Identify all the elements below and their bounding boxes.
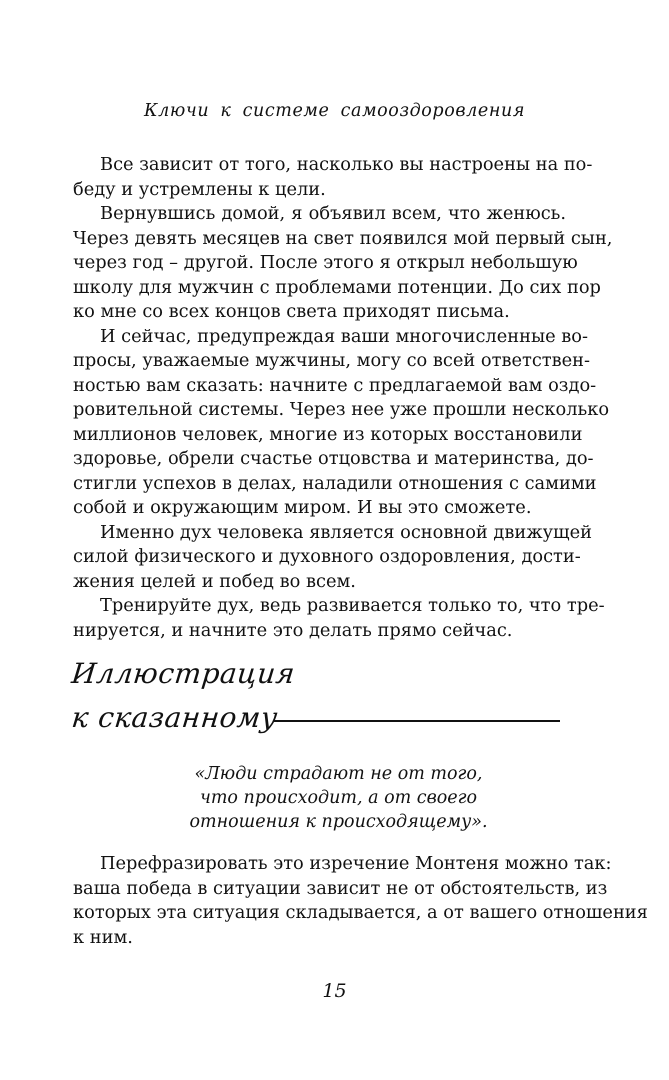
epigraph-quote [0, 762, 669, 834]
text-line: ко мне со всех концов света приходят письма. [73, 301, 510, 322]
text-line: Тренируйте дух, ведь развивается только то, что тре- [100, 595, 605, 616]
closing-paragraph [73, 852, 648, 950]
text-line: Именно дух человека является основной движущей [100, 521, 592, 543]
text-line: здоровье, обрели счастье отцовства и материнства, до- [73, 448, 594, 469]
running-head: Ключи к системе самооздоровления [143, 101, 526, 121]
text-line: ностью вам сказать: начните с предлагаемой вам оздо- [73, 374, 597, 396]
text-line: просы, уважаемые мужчины, могу со всей ответствен- [73, 350, 591, 371]
text-line: ваша победа в ситуации зависит не от обстоятельств, из [73, 877, 608, 899]
main-text [73, 153, 613, 643]
text-line: к ним. [73, 926, 133, 948]
text-line: жения целей и побед во всем. [73, 570, 356, 592]
text-line: школу для мужчин с проблемами потенции. До сих пор [73, 276, 601, 298]
text-line: Все зависит от того, насколько вы настроены на по- [100, 154, 593, 175]
text-line: миллионов человек, многие из которых восстановили [73, 423, 583, 445]
text-line: собой и окружающим миром. И вы это сможете. [73, 497, 532, 518]
quote-line: что происходит, а от своего [199, 788, 478, 808]
text-line: И сейчас, предупреждая ваши многочисленные во- [100, 325, 589, 347]
text-line: нируется, и начните это делать прямо сейчас. [73, 619, 513, 641]
text-line: беду и устремлены к цели. [73, 178, 326, 200]
page-number: 15 [322, 980, 347, 1002]
text-line: Через девять месяцев на свет появился мой первый сын, [73, 227, 613, 249]
section-title-line-2: к сказанному [70, 701, 280, 734]
text-line: которых эта ситуация складывается, а от вашего отношения [73, 902, 648, 923]
section-title-line-1: Иллюстрация [70, 657, 297, 690]
text-line: Перефразировать это изречение Монтеня можно так: [100, 853, 612, 874]
quote-line: «Люди страдают не от того, [194, 764, 483, 784]
text-line: стигли успехов в делах, наладили отношения с самими [73, 472, 597, 494]
text-line: Вернувшись домой, я объявил всем, что женюсь. [100, 203, 566, 224]
text-line: силой физического и духовного оздоровления, дости- [73, 546, 581, 567]
title-underline [274, 720, 560, 722]
text-line: через год – другой. После этого я открыл небольшую [73, 252, 578, 273]
quote-line: отношения к происходящему». [189, 812, 488, 832]
text-line: ровительной системы. Через нее уже прошли несколько [73, 399, 610, 420]
